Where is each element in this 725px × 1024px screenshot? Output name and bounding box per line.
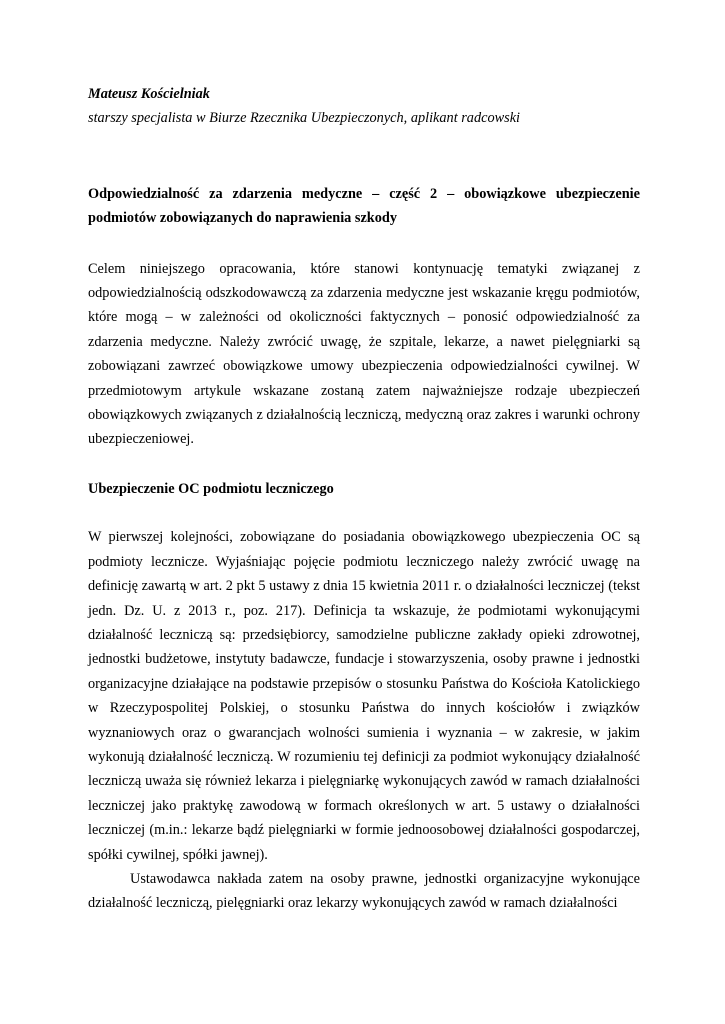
author-name: Mateusz Kościelniak [88, 86, 210, 102]
section-heading: Ubezpieczenie OC podmiotu leczniczego [88, 480, 334, 497]
intro-paragraph: Celem niniejszego opracowania, które stanowi kontynuację tematyki związanej z odpowiedzialnością odszkodowawczą za zdarzenia medyczne jest wskazanie kręgu podmiotów, które mogą – w zależności od okoliczności faktycznych – ponosić odpowiedzialność za zdarzenia medyczne. Należy zwrócić uwagę, że szpitale, lekarze, a nawet pielęgniarki są zobowiązani zawrzeć obowiązkowe umowy ubezpieczenia odpowiedzialności cywilnej. W przedmiotowym artykule wskazane zostaną zatem najważniejsze rodzaje ubezpieczeń obowiązkowych związanych z działalnością leczniczą, medyczną oraz zakres i warunki ochrony ubezpieczeniowej. [88, 260, 640, 448]
author-role: starszy specjalista w Biurze Rzecznika Ubezpieczonych, aplikant radcowski [88, 110, 521, 127]
article-title: Odpowiedzialność za zdarzenia medyczne – część 2 – obowiązkowe ubezpieczenie podmiotów zobowiązanych do naprawienia szkody [88, 185, 640, 227]
document-page [88, 82, 640, 916]
section-paragraph-2: Ustawodawca nakłada zatem na osoby prawne, jednostki organizacyjne wykonujące działalność leczniczą, pielęgniarki oraz lekarzy wykonujących zawód w ramach działalności [88, 870, 640, 912]
section-paragraph-1: W pierwszej kolejności, zobowiązane do posiadania obowiązkowego ubezpieczenia OC są podmioty lecznicze. Wyjaśniając pojęcie podmiotu leczniczego należy zwrócić uwagę na definicję zawartą w art. 2 pkt 5 ustawy z dnia 15 kwietnia 2011 r. o działalności leczniczej (tekst jedn. Dz. U. z 2013 r., poz. 217). Definicja ta wskazuje, że podmiotami wykonującymi działalność leczniczą są: przedsiębiorcy, samodzielne publiczne zakłady opieki zdrowotnej, jednostki budżetowe, instytuty badawcze, fundacje i stowarzyszenia, osoby prawne i jednostki organizacyjne działające na podstawie przepisów o stosunku Państwa do Kościoła Katolickiego w Rzeczypospolitej Polskiej, o stosunku Państwa do innych kościołów i związków wyznaniowych oraz o gwarancjach wolności sumienia i wyznania – w zakresie, w jakim wykonują działalność leczniczą. W rozumieniu tej definicji za podmiot wykonujący działalność leczniczą uważa się również lekarza i pielęgniarkę wykonujących zawód w ramach działalności leczniczej jako praktykę zawodową w formach określonych w art. 5 ustawy o działalności leczniczej (m.in.: lekarze bądź pielęgniarki w formie jednoosobowej działalności gospodarczej, spółki cywilnej, spółki jawnej). [88, 529, 640, 863]
